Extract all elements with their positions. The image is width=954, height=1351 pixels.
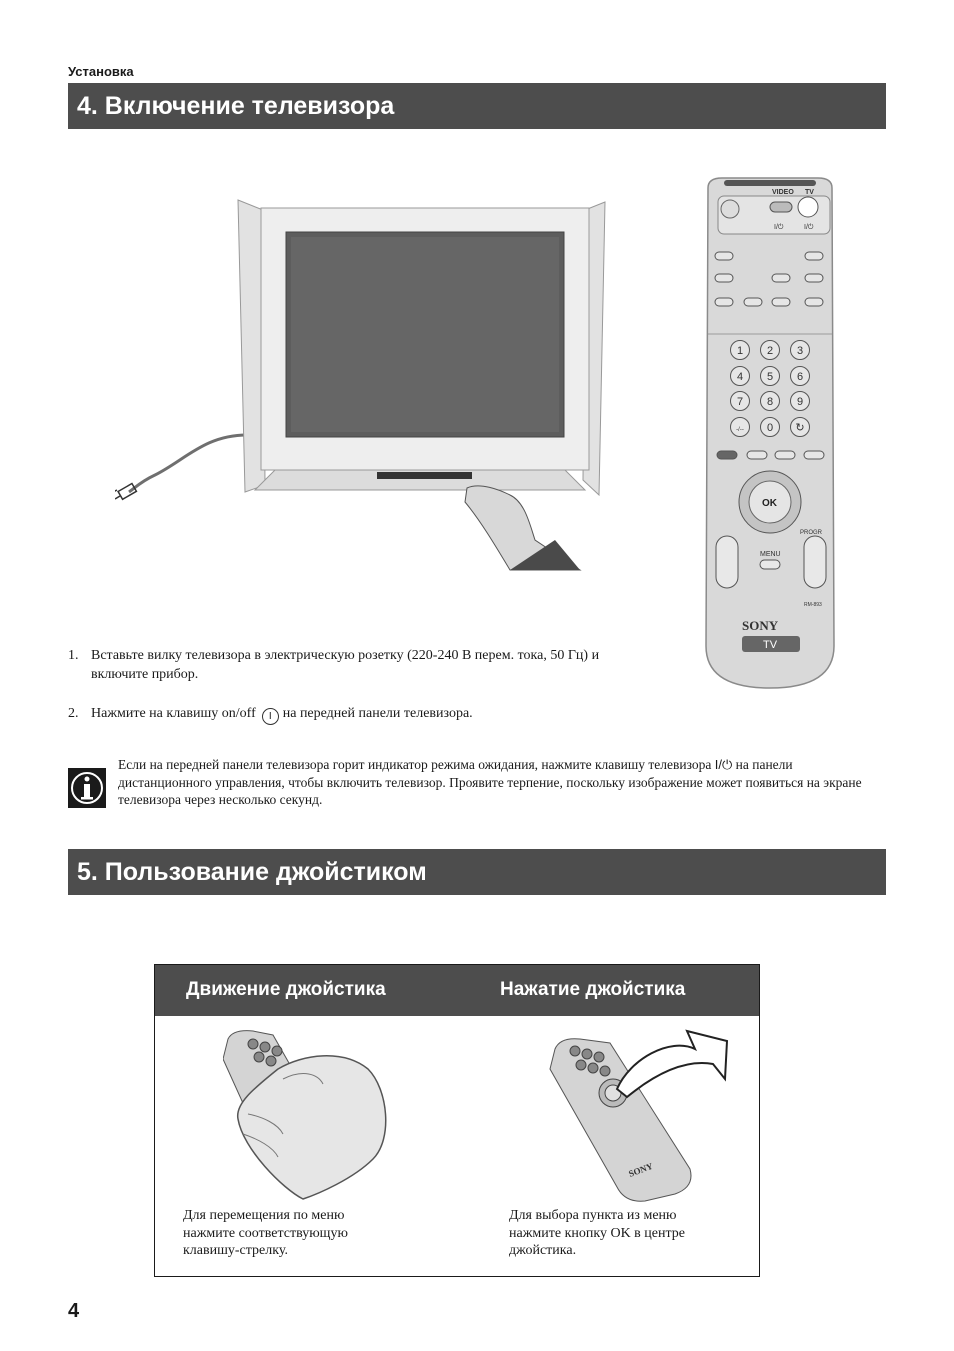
svg-text:VIDEO: VIDEO xyxy=(772,189,794,196)
press-joystick-caption: Для выбора пункта из меню нажмите кнопку OK в центре джойстика. xyxy=(509,1208,685,1258)
step-number: 2. xyxy=(68,706,79,721)
joystick-press-illustration xyxy=(535,1029,735,1209)
remote-digit-label: 9 xyxy=(796,396,804,408)
info-icon xyxy=(68,768,106,808)
remote-digit-label: ↻ xyxy=(795,422,805,434)
remote-digit-label: 2 xyxy=(766,345,774,357)
joystick-move-illustration xyxy=(223,1029,393,1204)
note-text-cont: на xyxy=(735,757,749,772)
power-button-icon: I xyxy=(262,708,279,725)
step-number: 1. xyxy=(68,648,79,663)
svg-text:SONY: SONY xyxy=(742,618,779,633)
svg-text:RM-893: RM-893 xyxy=(804,602,822,608)
standby-note xyxy=(118,756,878,809)
step-2 xyxy=(68,704,638,725)
note-text-rest: панели дистанционного управления, чтобы включить телевизор. Проявите терпение, поскольку изображение может появиться на экране телевизора через несколько секунд. xyxy=(118,757,862,807)
svg-text:I/⏻: I/⏻ xyxy=(804,224,814,231)
remote-digit-label: 7 xyxy=(736,396,744,408)
remote-digit-label: 6 xyxy=(796,371,804,383)
step-text: Вставьте вилку телевизора в электрическую розетку (220-240 В перем. тока, 50 Гц) и включите прибор. xyxy=(91,648,600,682)
plug-icon xyxy=(115,484,136,500)
page-number: 4 xyxy=(68,1300,80,1322)
step-1 xyxy=(68,646,638,684)
press-joystick-title: Нажатие джойстика xyxy=(500,979,686,1000)
svg-text:SONY: SONY xyxy=(627,1160,655,1179)
remote-digit-label: 1 xyxy=(736,345,744,357)
section-label: Установка xyxy=(68,64,134,79)
svg-text:TV: TV xyxy=(763,639,778,651)
remote-digit-label: 0 xyxy=(766,422,774,434)
remote-digit-label: 3 xyxy=(796,345,804,357)
note-text: Если на передней панели телевизора горит индикатор режима ожидания, нажмите клавишу телевизора xyxy=(118,757,712,772)
remote-control-illustration xyxy=(700,176,840,692)
move-joystick-caption: Для перемещения по меню нажмите соответствующую клавишу-стрелку. xyxy=(183,1208,348,1258)
remote-digit-label: 8 xyxy=(766,396,774,408)
section-5-heading: 5. Пользование джойстиком xyxy=(68,849,886,895)
remote-digit-label: 4 xyxy=(736,371,744,383)
joystick-panel xyxy=(154,964,760,1277)
svg-text:MENU: MENU xyxy=(760,551,781,558)
svg-text:PROGR: PROGR xyxy=(800,530,823,536)
step-text: Нажмите на клавишу on/off xyxy=(91,706,256,721)
svg-text:OK: OK xyxy=(762,498,777,509)
svg-text:I/⏻: I/⏻ xyxy=(774,224,784,231)
tv-illustration xyxy=(115,190,615,575)
step-text-cont: на передней панели телевизора. xyxy=(282,706,473,721)
remote-digit-label: 5 xyxy=(766,371,774,383)
section-4-heading: 4. Включение телевизора xyxy=(68,83,886,129)
svg-text:TV: TV xyxy=(805,189,814,196)
move-joystick-title: Движение джойстика xyxy=(186,979,386,1000)
press-arrow-icon xyxy=(617,1031,727,1097)
remote-digit-label: -/-- xyxy=(736,427,744,433)
joystick-panel-header xyxy=(155,965,759,1016)
standby-icon: I/⏻ xyxy=(714,757,733,772)
